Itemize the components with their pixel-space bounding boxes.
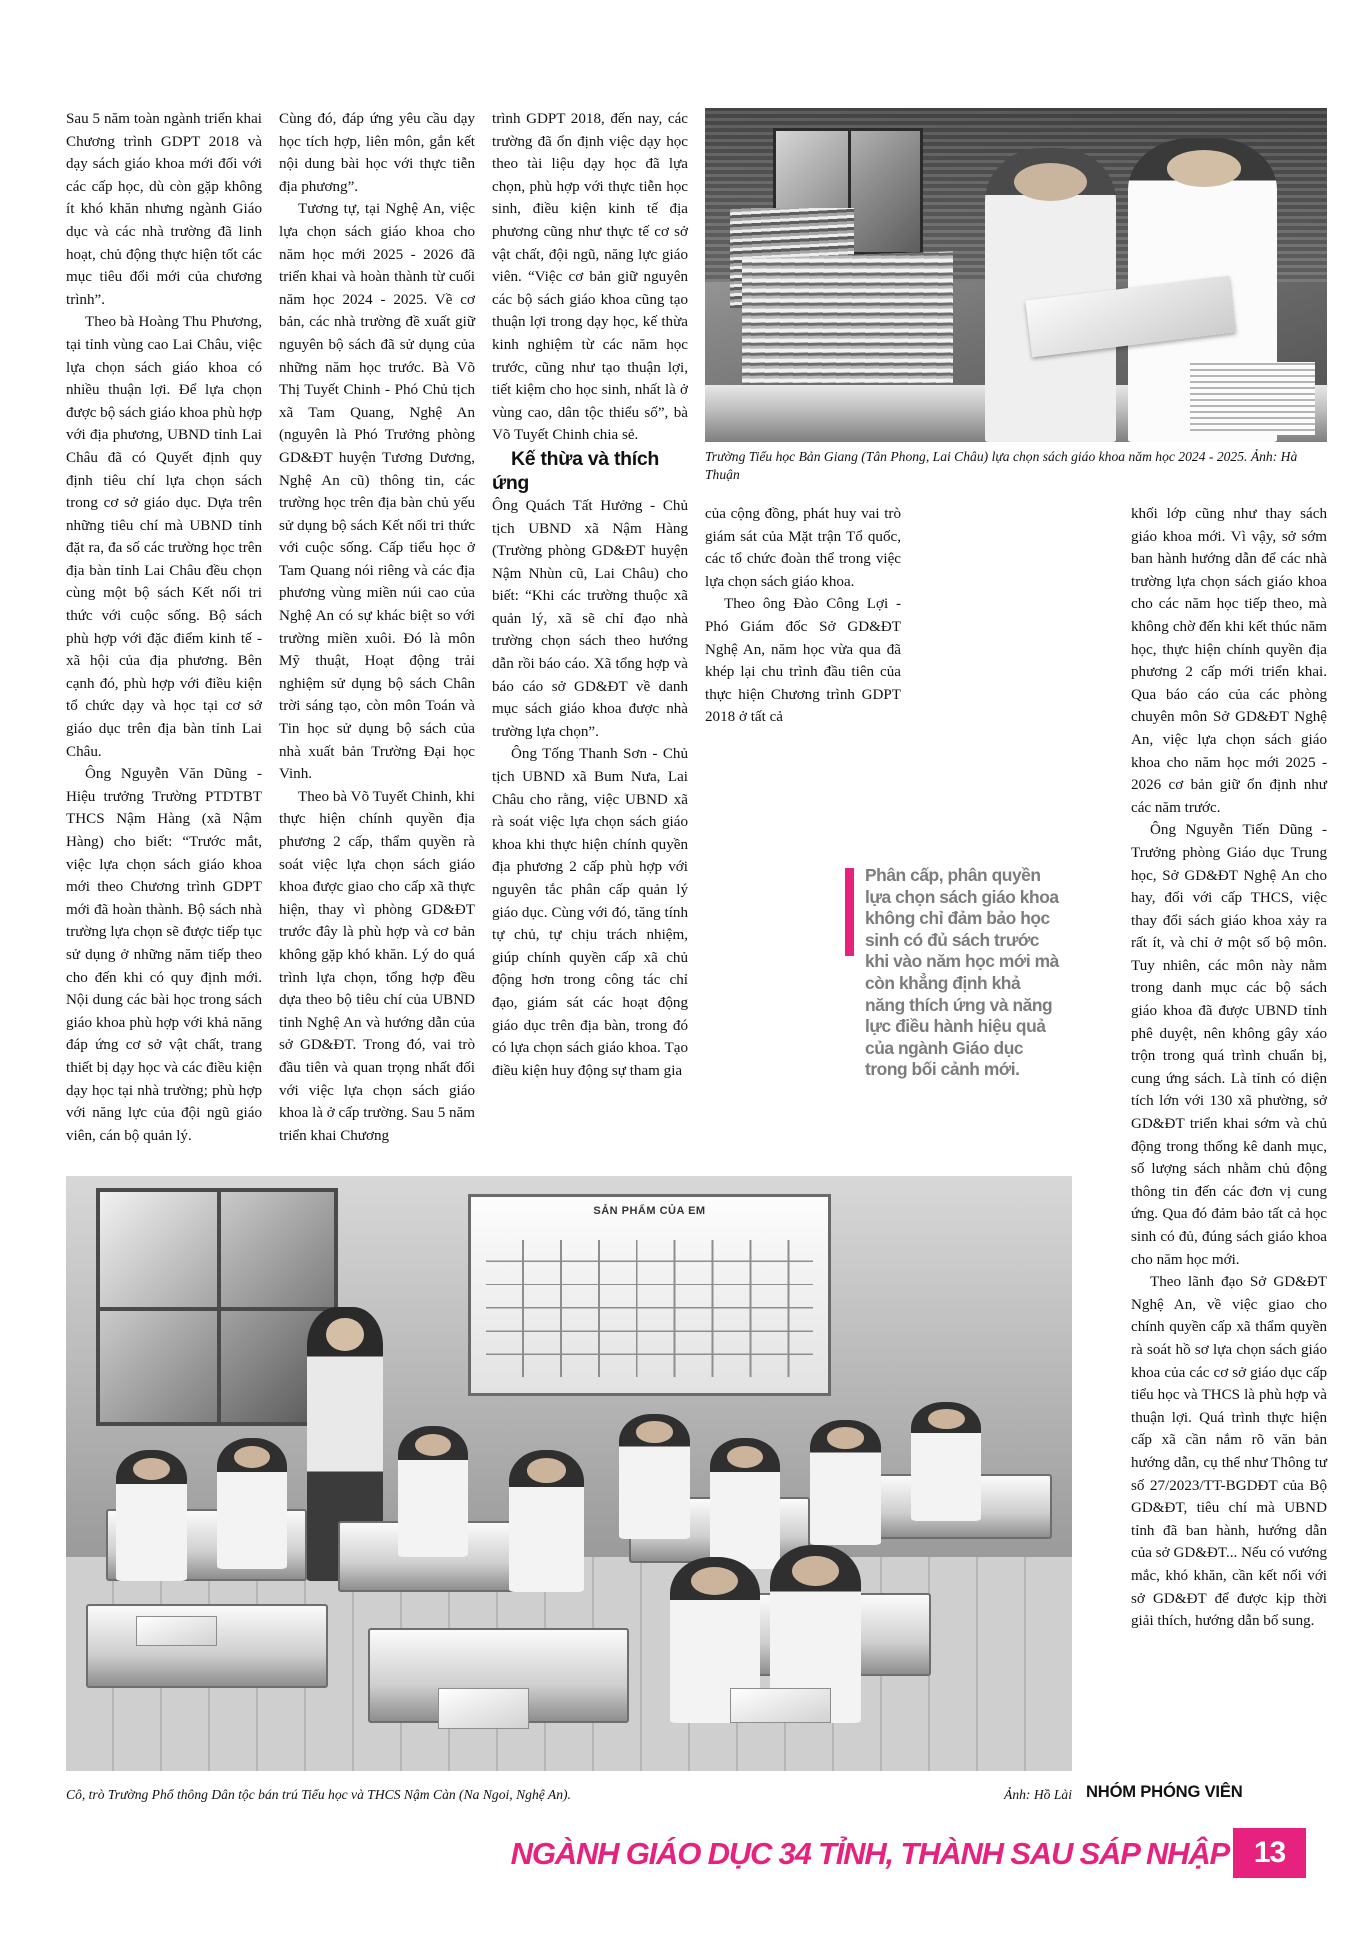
board-grid — [486, 1240, 814, 1377]
article-column-3 — [492, 108, 688, 1163]
pull-quote-accent-bar — [845, 868, 854, 956]
paragraph: Ông Quách Tất Hưởng - Chủ tịch UBND xã Nậm Hàng (Trường phòng GD&ĐT huyện Nậm Nhùn cũ, Lai Châu) cho biết: “Khi các trường thuộc xã quản lý, xã sẽ chỉ đạo nhà trường chọn sách theo hướng dẫn rồi báo cáo. Xã tổng hợp và báo cáo sở GD&ĐT về danh mục sách giáo khoa được nhà trường lựa chọn”. — [492, 497, 688, 740]
photo-student — [217, 1438, 287, 1569]
paragraph: của cộng đồng, phát huy vai trò giám sát của Mặt trận Tổ quốc, các tổ chức đoàn thể trong việc lựa chọn sách giáo khoa. — [705, 506, 901, 590]
caption-credit: Ảnh: Hà Thuận — [705, 449, 1298, 482]
photo-student — [710, 1438, 780, 1569]
footer-section-title: NGÀNH GIÁO DỤC 34 TỈNH, THÀNH SAU SÁP NHẬP — [510, 1836, 1229, 1871]
paragraph: Theo lãnh đạo Sở GD&ĐT Nghệ An, về việc giao cho chính quyền cấp xã thẩm quyền rà soát hồ sơ lựa chọn sách giáo khoa của các cơ sở giáo dục cấp tiểu học và THCS là phù hợp và thuận lợi. Quá trình thực hiện cấp xã cần nắm rõ văn bản hướng dẫn, cụ thể như Thông tư số 27/2023/TT-BGDĐT của Bộ GD&ĐT, tiêu chí mà UBND tỉnh đã ban hành, hướng dẫn của sở GD&ĐT... Nếu có vướng mắc, khó khăn, cần kết nối với sở GD&ĐT để được kịp thời giải thích, hướng dẫn bổ sung. — [1131, 1274, 1327, 1630]
paragraph: Theo bà Hoàng Thu Phương, tại tỉnh vùng cao Lai Châu, việc lựa chọn sách giáo khoa có nhiều thuận lợi. Để lựa chọn được bộ sách giáo khoa phù hợp với địa phương, UBND tỉnh Lai Châu đã có Quyết định quy định tiêu chí lựa chọn sách trong cơ sở giáo dục. Dựa trên những tiêu chí mà UBND tỉnh đặt ra, đa số các trường học trên địa bàn tỉnh Lai Châu đều chọn cùng một bộ sách Kết nối tri thức với cuộc sống. Bộ sách phù hợp với đặc điểm kinh tế - xã hội của địa phương. Bên cạnh đó, phù hợp với điều kiện tổ chức dạy và học tại cơ sở giáo dục trên địa bàn tỉnh Lai Châu. — [66, 314, 263, 760]
paragraph: Cùng đó, đáp ứng yêu cầu dạy học tích hợp, liên môn, gắn kết nội dung bài học với thực tiễn địa phương”. — [279, 111, 475, 195]
article-column-6 — [1131, 503, 1327, 1630]
paragraph: trình GDPT 2018, đến nay, các trường đã ổn định việc dạy học theo tài liệu dạy học đã lựa chọn, phù hợp với thực tiễn học sinh, điều kiện kinh tế địa phương cũng như thực tế cơ sở vật chất, đội ngũ, năng lực giáo viên. “Việc cơ bản giữ nguyên các bộ sách giáo khoa cũng tạo thuận lợi trong dạy học, kế thừa kinh nghiệm từ các năm học trước, cũng như tạo thuận lợi, tiết kiệm cho học sinh, nhất là ở vùng cao, dân tộc thiểu số”, bà Võ Tuyết Chinh chia sẻ. — [492, 111, 688, 444]
photo-student — [911, 1402, 981, 1521]
photo-student — [810, 1420, 880, 1545]
paragraph: Ông Nguyễn Tiến Dũng - Trưởng phòng Giáo dục Trung học, Sở GD&ĐT Nghệ An cho hay, đối với cấp THCS, việc thay đổi sách giáo khoa xảy ra rất ít, và chỉ ở một số bộ môn. Tuy nhiên, các môn này nằm trong danh mục các bộ sách giáo khoa đã được UBND tỉnh phê duyệt, nên không gây xáo trộn trong quá trình chuẩn bị, cung ứng sách. Là tỉnh có diện tích lớn với 130 xã phường, sở GD&ĐT triển khai sớm và chủ động trong thống kê danh mục, số lượng sách nhằm chủ động thông tin đến các đơn vị cung ứng. Qua đó đảm bảo tất cả học sinh có đủ, đúng sách giáo khoa cho năm học mới. — [1131, 822, 1327, 1268]
photo-student — [509, 1450, 584, 1593]
caption-text: Trường Tiểu học Bản Giang (Tân Phong, Lai Châu) lựa chọn sách giáo khoa năm học 2024 - 2025. — [705, 449, 1248, 464]
photo-textbook — [730, 1688, 831, 1724]
photo-textbook — [438, 1688, 529, 1730]
article-column-1 — [66, 108, 262, 1163]
top-photo-caption — [705, 448, 1327, 484]
top-photo — [705, 108, 1327, 442]
caption-text: Cô, trò Trường Phổ thông Dân tộc bán trú Tiểu học và THCS Nậm Càn (Na Ngoi, Nghệ An). — [66, 1787, 571, 1802]
classroom-window — [96, 1188, 337, 1426]
pull-quote-text: Phân cấp, phân quyền lựa chọn sách giáo khoa không chỉ đảm bảo học sinh có đủ sách trước khi vào năm học mới mà còn khẳng định khả năng thích ứng và năng lực điều hành hiệu quả của ngành Giáo dục trong bối cảnh mới. — [865, 865, 1059, 1080]
page-footer — [0, 1822, 1346, 1896]
paragraph: Ông Tống Thanh Sơn - Chủ tịch UBND xã Bum Nưa, Lai Châu cho rằng, việc UBND xã rà soát việc lựa chọn sách giáo khoa khi thực hiện chính quyền địa phương 2 cấp phù hợp với nguyên tắc phân cấp quản lý giáo dục. Cùng với đó, tăng tính tự chủ, tự chịu trách nhiệm, giúp chính quyền cấp xã chủ động hơn trong công tác chỉ đạo, giám sát các hoạt động giáo dục trên địa bàn, trong đó có lựa chọn sách giáo khoa. Tạo điều kiện huy động sự tham gia — [492, 746, 688, 1079]
photo-textbook — [136, 1616, 216, 1646]
paragraph: Theo bà Võ Tuyết Chinh, khi thực hiện chính quyền địa phương 2 cấp, thẩm quyền rà soát việc lựa chọn sách giáo khoa được giao cho cấp xã thực hiện, thay vì phòng GD&ĐT trước đây là phù hợp và cơ bản không gặp khó khăn. Lý do quá trình lựa chọn, tổng hợp đều dựa theo bộ tiêu chí của UBND tỉnh Nghệ An và hướng dẫn của sở GD&ĐT. Trong đó, vai trò đầu tiên và quan trọng nhất đối với việc lựa chọn sách giáo khoa là ở cấp trường. Sau 5 năm triển khai Chương — [279, 788, 475, 1144]
page-number: 13 — [1253, 1836, 1286, 1869]
photo-paper-stack — [1190, 362, 1314, 435]
bottom-photo-caption — [66, 1786, 1072, 1804]
photo-student — [619, 1414, 689, 1539]
caption-credit: Ảnh: Hồ Lài — [1004, 1787, 1072, 1802]
page-number-badge — [1233, 1828, 1306, 1878]
photo-student — [116, 1450, 186, 1581]
paragraph: Sau 5 năm toàn ngành triển khai Chương trình GDPT 2018 và dạy sách giáo khoa mới đối với các cấp học, dù còn gặp không ít khó khăn nhưng ngành Giáo dục và các nhà trường đã linh hoạt, chủ động thực hiện tốt các mục tiêu đổi mới của chương trình”. — [66, 111, 262, 308]
paragraph: Theo ông Đào Công Lợi - Phó Giám đốc Sở GD&ĐT Nghệ An, năm học vừa qua đã khép lại chu trình đầu tiên của thực hiện Chương trình GDPT 2018 ở tất cả — [705, 596, 901, 726]
photo-student — [398, 1426, 468, 1557]
paragraph: khối lớp cũng như thay sách giáo khoa mới. Vì vậy, sở sớm ban hành hướng dẫn để các nhà trường lựa chọn sách giáo khoa cho các năm học tiếp theo, mà không chờ đến khi kết thúc năm học, thực hiện chính quyền địa phương 2 cấp mới triển khai. Qua báo cáo của các phòng chuyên môn Sở GD&ĐT Nghệ An, việc lựa chọn sách giáo khoa cho năm học mới 2025 - 2026 cơ bản giữ ổn định như các năm trước. — [1131, 506, 1327, 816]
paragraph: Tương tự, tại Nghệ An, việc lựa chọn sách giáo khoa cho năm học mới 2025 - 2026 đã triển khai và hoàn thành từ cuối năm học 2024 - 2025. Về cơ bản, các nhà trường đề xuất giữ nguyên bộ sách đã sử dụng của những năm học trước. Bà Võ Thị Tuyết Chinh - Phó Chủ tịch xã Tam Quang, Nghệ An (nguyên là Phó Trưởng phòng GD&ĐT huyện Tương Dương, Nghệ An cũ) thông tin, các trường học trên địa bàn chủ yếu sử dụng bộ sách Kết nối tri thức với cuộc sống. Cấp tiểu học ở Tam Quang nói riêng và các địa phương vùng miền núi cao của Nghệ An có sự khác biệt so với trường miền xuôi. Đó là môn Mỹ thuật, Hoạt động trải nghiệm sử dụng bộ sách Chân trời sáng tạo, còn môn Toán và Tin học sử dụng bộ sách của nhà xuất bản Trường Đại học Vinh. — [279, 201, 475, 783]
byline: NHÓM PHÓNG VIÊN — [1086, 1782, 1243, 1801]
pull-quote — [845, 865, 1060, 1081]
section-heading: Kế thừa và thích ứng — [492, 447, 660, 494]
board-title: SẢN PHẨM CỦA EM — [593, 1204, 706, 1217]
article-column-2 — [279, 108, 475, 1163]
bottom-photo — [66, 1176, 1072, 1771]
paragraph: Ông Nguyễn Văn Dũng - Hiệu trưởng Trường PTDTBT THCS Nậm Hàng (xã Nậm Hàng) cho biết: “Trước mắt, việc lựa chọn sách giáo khoa mới theo Chương trình GDPT mới đã hoàn thành. Bộ sách nhà trường lựa chọn sẽ được tiếp tục sử dụng ở những năm tiếp theo cho đến khi có quy định mới. Nội dung các bài học trong sách giáo khoa phù hợp với khả năng đáp ứng cơ sở vật chất, trang thiết bị dạy học và các điều kiện dạy học tại nhà trường; phù hợp với năng lực của đội ngũ giáo viên, cán bộ quản lý. — [66, 766, 262, 1144]
classroom-display-board — [468, 1194, 830, 1396]
